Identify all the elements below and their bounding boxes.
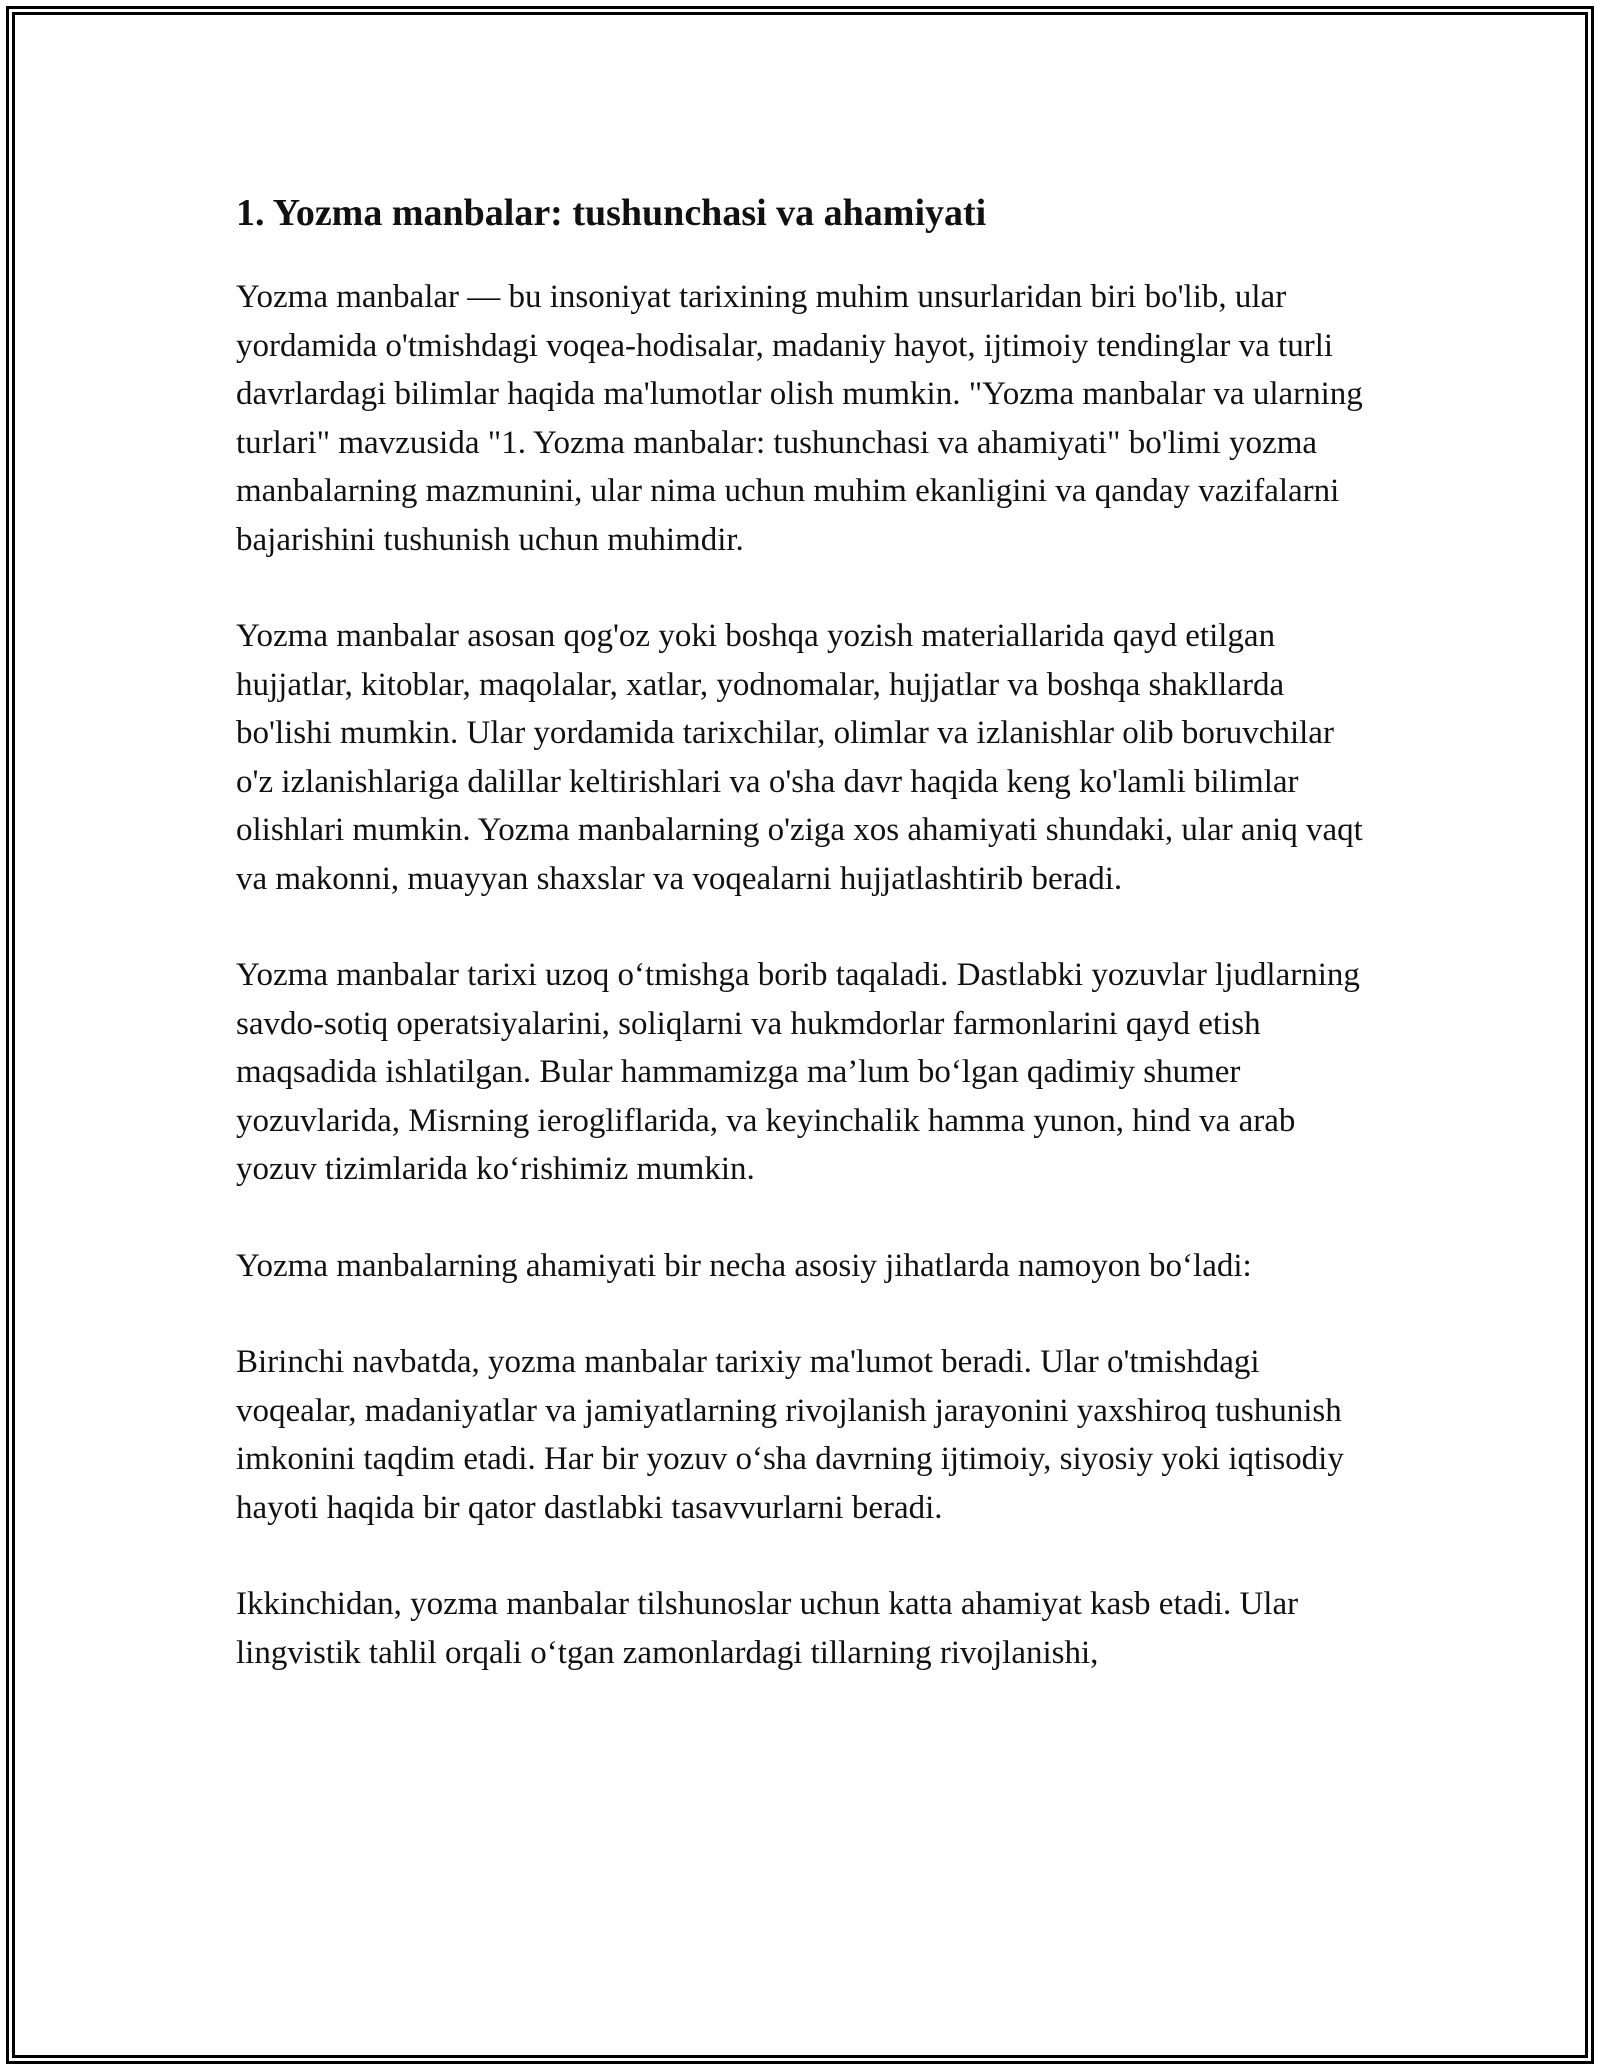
- document-body: [236, 185, 1376, 1725]
- paragraph-5: Birinchi navbatda, yozma manbalar tarixiy ma'lumot beradi. Ular o'tmishdagi voqealar, madaniyatlar va jamiyatlarning rivojlanish jarayonini yaxshiroq tushunish imkonini taqdim etadi. Har bir yozuv o‘sha davrning ijtimoiy, siyosiy yoki iqtisodiy hayoti haqida bir qator dastlabki tasavvurlarni beradi.: [236, 1344, 1344, 1526]
- paragraph-6: Ikkinchidan, yozma manbalar tilshunoslar uchun katta ahamiyat kasb etadi. Ular lingvistik tahlil orqali o‘tgan zamonlardagi tillarning rivojlanishi,: [236, 1586, 1299, 1671]
- paragraph-2: Yozma manbalar asosan qog'oz yoki boshqa yozish materiallarida qayd etilgan hujjatlar, kitoblar, maqolalar, xatlar, yodnomalar, hujjatlar va boshqa shakllarda bo'lishi mumkin. Ular yordamida tarixchilar, olimlar va izlanishlar olib boruvchilar o'z izlanishlariga dalillar keltirishlari va o'sha davr haqida keng ko'lamli bilimlar olishlari mumkin. Yozma manbalarning o'ziga xos ahamiyati shundaki, ular aniq vaqt va makonni, muayyan shaxslar va voqealarni hujjatlashtirib beradi.: [236, 618, 1363, 897]
- paragraph-3: Yozma manbalar tarixi uzoq o‘tmishga borib taqaladi. Dastlabki yozuvlar ljudlarning savdo-sotiq operatsiyalarini, soliqlarni va hukmdorlar farmonlarini qayd etish maqsadida ishlatilgan. Bular hammamizga ma’lum bo‘lgan qadimiy shumer yozuvlarida, Misrning ierogliflarida, va keyinchalik hamma yunon, hind va arab yozuv tizimlarida ko‘rishimiz mumkin.: [236, 957, 1360, 1187]
- paragraph-1: Yozma manbalar — bu insoniyat tarixining muhim unsurlaridan biri bo'lib, ular yordamida o'tmishdagi voqea-hodisalar, madaniy hayot, ijtimoiy tendinglar va turli davrlardagi bilimlar haqida ma'lumotlar olish mumkin. "Yozma manbalar va ularning turlari" mavzusida "1. Yozma manbalar: tushunchasi va ahamiyati" bo'limi yozma manbalarning mazmunini, ular nima uchun muhim ekanligini va qanday vazifalarni bajarishini tushunish uchun muhimdir.: [236, 279, 1363, 558]
- section-heading: 1. Yozma manbalar: tushunchasi va ahamiyati: [236, 192, 987, 234]
- paragraph-4: Yozma manbalarning ahamiyati bir necha asosiy jihatlarda namoyon bo‘ladi:: [236, 1247, 1252, 1284]
